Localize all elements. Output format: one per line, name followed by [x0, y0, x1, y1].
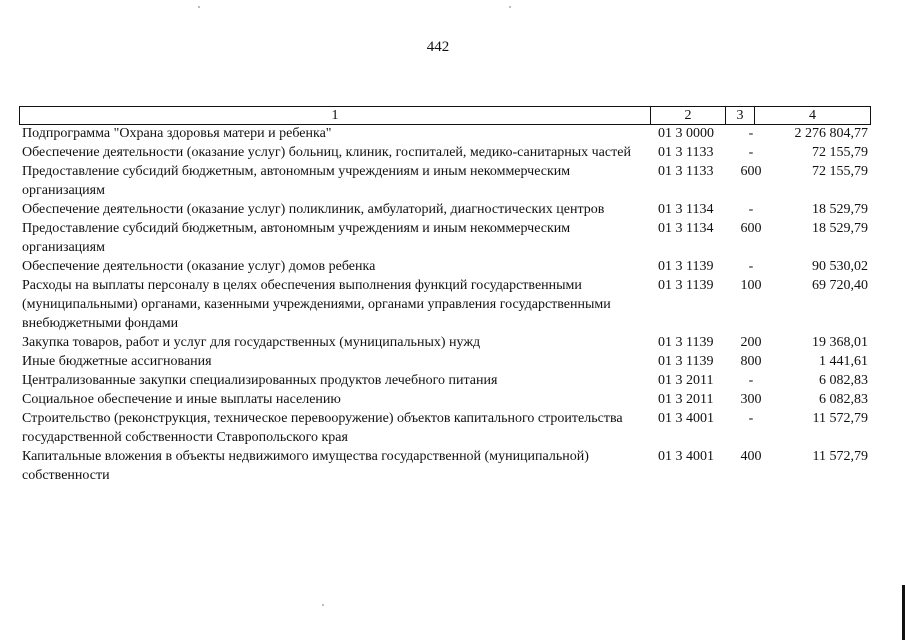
row-type: 800	[740, 354, 762, 369]
row-type: 300	[740, 392, 762, 407]
row-name: Закупка товаров, работ и услуг для государственных (муниципальных) нужд	[22, 335, 481, 350]
row-name: Строительство (реконструкция, техническое перевооружение) объектов капитального строительства государственной собственности Ставропольского края	[22, 411, 623, 445]
row-type: 600	[740, 221, 762, 236]
row-code: 01 3 1139	[658, 259, 714, 274]
row-amount: 90 530,02	[812, 259, 868, 274]
row-name: Социальное обеспечение и иные выплаты населению	[22, 392, 341, 407]
row-name: Подпрограмма "Охрана здоровья матери и ребенка"	[22, 126, 332, 141]
row-code: 01 3 4001	[658, 411, 714, 426]
row-amount: 72 155,79	[812, 164, 868, 179]
row-type: -	[748, 145, 754, 160]
row-name: Обеспечение деятельности (оказание услуг) больниц, клиник, госпиталей, медико-санитарных частей	[22, 145, 631, 160]
row-name: Обеспечение деятельности (оказание услуг) домов ребенка	[22, 259, 376, 274]
row-amount: 1 441,61	[819, 354, 868, 369]
table-row	[22, 352, 870, 371]
scan-speck	[198, 6, 200, 8]
row-amount: 6 082,83	[819, 373, 868, 388]
scan-speck	[322, 604, 324, 606]
header-col-4: 4	[809, 108, 816, 123]
row-code: 01 3 1133	[658, 164, 714, 179]
page-number: 442	[426, 39, 450, 55]
table-body	[22, 124, 870, 485]
table-row	[22, 447, 870, 485]
table-row	[22, 257, 870, 276]
row-name: Обеспечение деятельности (оказание услуг) поликлиник, амбулаторий, диагностических центров	[22, 202, 605, 217]
row-type: -	[748, 373, 754, 388]
row-code: 01 3 2011	[658, 392, 714, 407]
row-amount: 6 082,83	[819, 392, 868, 407]
table-row	[22, 276, 870, 333]
row-code: 01 3 1139	[658, 335, 714, 350]
header-col-3: 3	[726, 107, 755, 124]
row-amount: 2 276 804,77	[794, 126, 868, 141]
row-code: 01 3 1139	[658, 278, 714, 293]
row-amount: 11 572,79	[812, 411, 868, 426]
table-row	[22, 124, 870, 143]
scan-speck	[509, 6, 511, 8]
row-amount: 11 572,79	[812, 449, 868, 464]
row-name: Иные бюджетные ассигнования	[22, 354, 212, 369]
row-code: 01 3 1134	[658, 221, 714, 236]
row-name: Централизованные закупки специализированных продуктов лечебного питания	[22, 373, 498, 388]
row-name: Предоставление субсидий бюджетным, автономным учреждениям и иным некоммерческим организациям	[22, 221, 571, 255]
row-amount: 19 368,01	[812, 335, 868, 350]
header-col-2: 2	[651, 107, 726, 124]
row-name: Расходы на выплаты персоналу в целях обеспечения выполнения функций государственными (муниципальными) органами, казенными учреждениями, органами управления государственными внебюджетными фондами	[22, 278, 611, 331]
row-type: 100	[740, 278, 762, 293]
table-row	[22, 390, 870, 409]
table-row	[22, 409, 870, 447]
row-type: -	[748, 411, 754, 426]
row-name: Капитальные вложения в объекты недвижимого имущества государственной (муниципальной) собственности	[22, 449, 589, 483]
table-row	[22, 333, 870, 352]
row-type: 200	[740, 335, 762, 350]
row-name: Предоставление субсидий бюджетным, автономным учреждениям и иным некоммерческим организациям	[22, 164, 571, 198]
row-code: 01 3 1134	[658, 202, 714, 217]
row-type: 400	[740, 449, 762, 464]
table-row	[22, 219, 870, 257]
table-row	[22, 371, 870, 390]
row-code: 01 3 2011	[658, 373, 714, 388]
row-amount: 18 529,79	[812, 202, 868, 217]
table-header	[19, 106, 871, 125]
row-amount: 72 155,79	[812, 145, 868, 160]
row-amount: 18 529,79	[812, 221, 868, 236]
header-col-1: 1	[20, 107, 651, 124]
table-row	[22, 143, 870, 162]
row-code: 01 3 1133	[658, 145, 714, 160]
row-amount: 69 720,40	[812, 278, 868, 293]
row-type: -	[748, 126, 754, 141]
row-type: 600	[740, 164, 762, 179]
table-row	[22, 200, 870, 219]
row-code: 01 3 4001	[658, 449, 714, 464]
row-type: -	[748, 202, 754, 217]
table-row	[22, 162, 870, 200]
row-code: 01 3 0000	[658, 126, 714, 141]
row-code: 01 3 1139	[658, 354, 714, 369]
row-type: -	[748, 259, 754, 274]
